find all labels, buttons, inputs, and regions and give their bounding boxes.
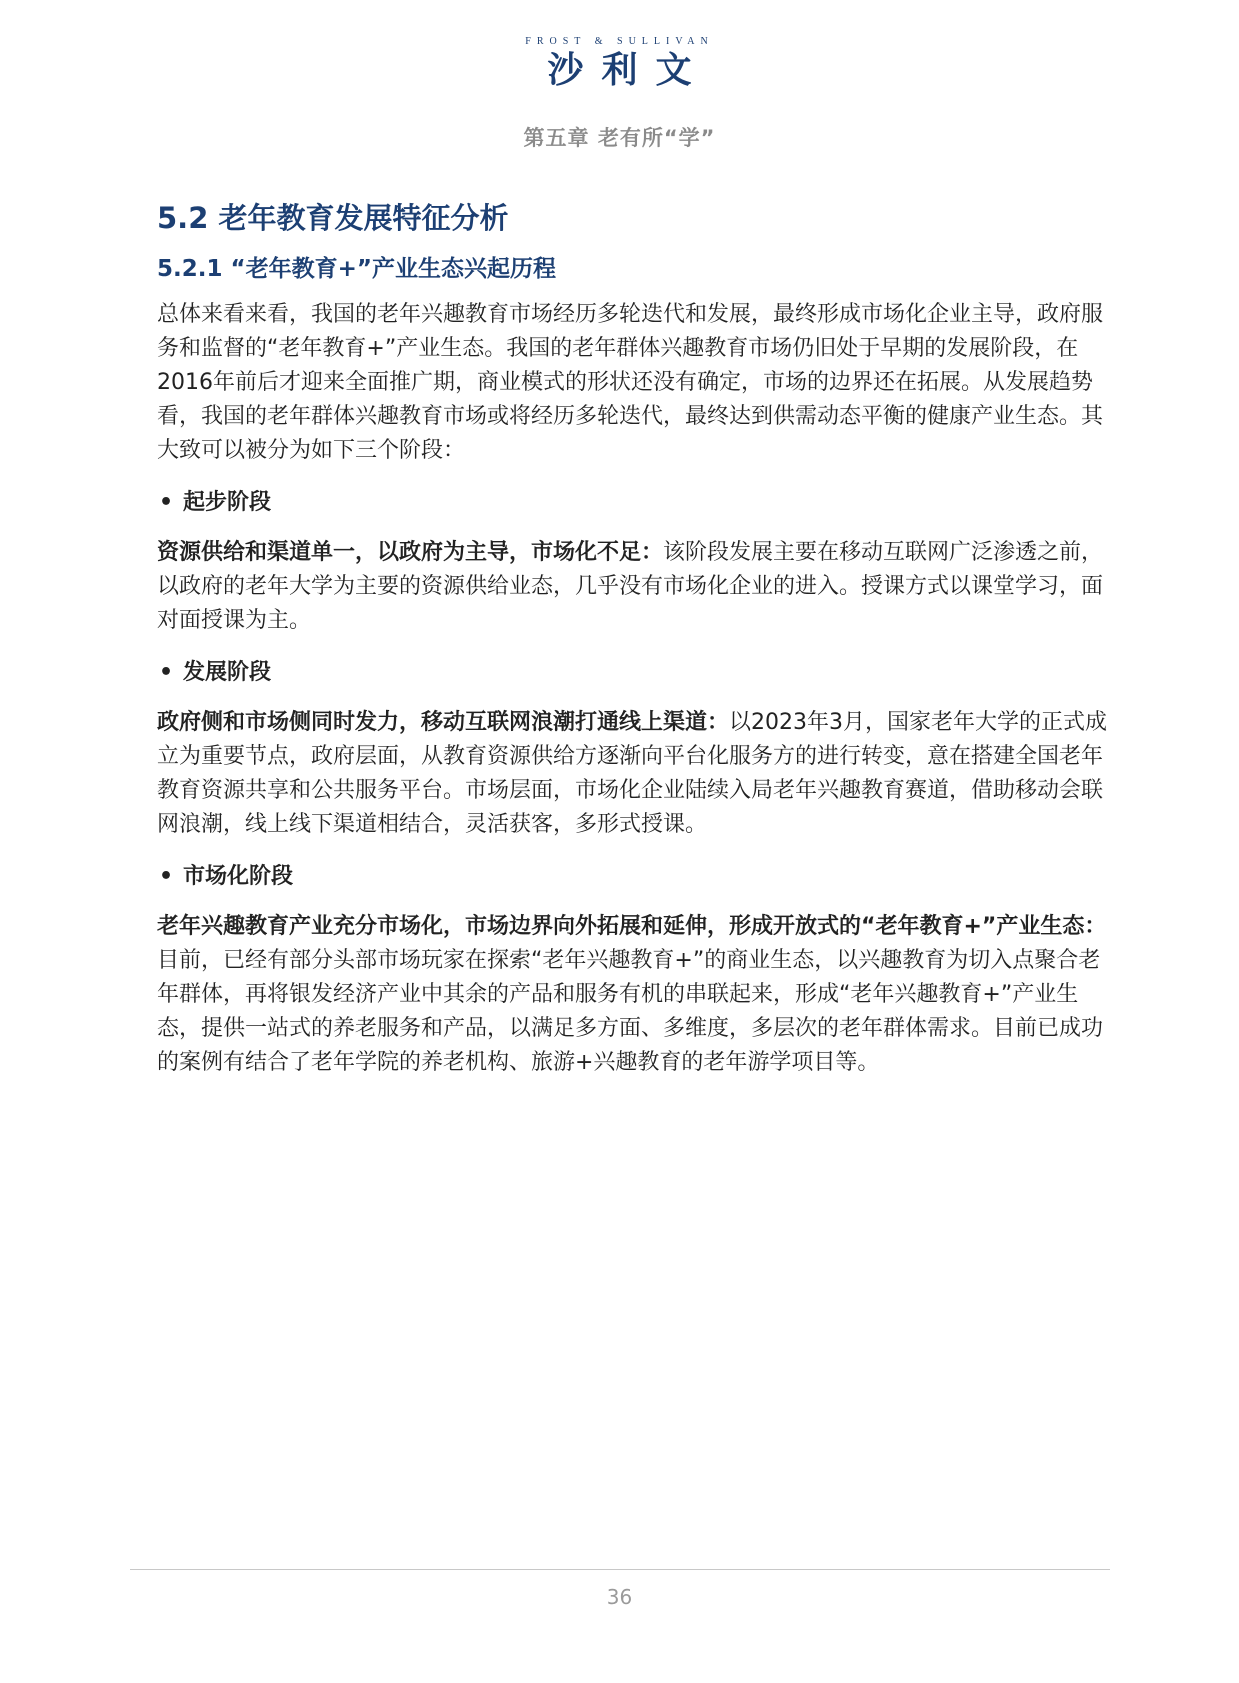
stage-1-title bbox=[157, 486, 1107, 520]
publisher-logo bbox=[0, 36, 1239, 92]
bullet-icon: • bbox=[159, 864, 174, 889]
footer-divider bbox=[130, 1569, 1110, 1570]
bullet-icon: • bbox=[159, 660, 174, 685]
stage-2-paragraph bbox=[157, 706, 1107, 842]
logo-english-text: FROST & SULLIVAN bbox=[525, 36, 714, 47]
stage-title-text: 发展阶段 bbox=[183, 660, 272, 685]
stage-1-lead: 资源供给和渠道单一，以政府为主导，市场化不足： bbox=[157, 540, 664, 565]
section-heading: 5.2 老年教育发展特征分析 bbox=[157, 201, 509, 235]
stage-1-body: 该阶段发展主要在移动互联网广泛渗透之前，以政府的老年大学为主要的资源供给业态，几乎没有市场化企业的进入。授课方式以课堂学习，面对面授课为主。 bbox=[157, 540, 1104, 633]
stage-2-body: 以2023年3月，国家老年大学的正式成立为重要节点，政府层面，从教育资源供给方逐渐向平台化服务方的进行转变，意在搭建全国老年教育资源共享和公共服务平台。市场层面，市场化企业陆续入局老年兴趣教育赛道，借助移动会联网浪潮，线上线下渠道相结合，灵活获客，多形式授课。 bbox=[157, 710, 1108, 837]
stage-3-paragraph bbox=[157, 910, 1107, 1080]
bullet-icon: • bbox=[159, 490, 174, 515]
stage-title-text: 市场化阶段 bbox=[183, 864, 294, 889]
intro-paragraph: 总体来看来看，我国的老年兴趣教育市场经历多轮迭代和发展，最终形成市场化企业主导，政府服务和监督的“老年教育+”产业生态。我国的老年群体兴趣教育市场仍旧处于早期的发展阶段，在2016年前后才迎来全面推广期，商业模式的形状还没有确定，市场的边界还在拓展。从发展趋势看，我国的老年群体兴趣教育市场或将经历多轮迭代，最终达到供需动态平衡的健康产业生态。其大致可以被分为如下三个阶段： bbox=[157, 302, 1104, 463]
stage-2-title bbox=[157, 656, 1107, 690]
stage-2-lead: 政府侧和市场侧同时发力，移动互联网浪潮打通线上渠道： bbox=[157, 710, 730, 735]
stage-3-lead: 老年兴趣教育产业充分市场化，市场边界向外拓展和延伸，形成开放式的“老年教育+”产业生态： bbox=[157, 914, 1107, 939]
page-number: 36 bbox=[606, 1585, 633, 1609]
stage-1-paragraph bbox=[157, 536, 1107, 638]
main-content bbox=[157, 198, 1107, 1098]
stage-3-body: 目前，已经有部分头部市场玩家在探索“老年兴趣教育+”的商业生态，以兴趣教育为切入点聚合老年群体，再将银发经济产业中其余的产品和服务有机的串联起来，形成“老年兴趣教育+”产业生态，提供一站式的养老服务和产品，以满足多方面、多维度，多层次的老年群体需求。目前已成功的案例有结合了老年学院的养老机构、旅游+兴趣教育的老年游学项目等。 bbox=[157, 948, 1104, 1075]
subsection-heading: 5.2.1 “老年教育+”产业生态兴起历程 bbox=[157, 256, 556, 282]
chapter-header: 第五章 老有所“学” bbox=[523, 126, 716, 150]
logo-chinese-text: 沙利文 bbox=[547, 50, 710, 91]
stage-title-text: 起步阶段 bbox=[183, 490, 272, 515]
stage-3-title bbox=[157, 860, 1107, 894]
